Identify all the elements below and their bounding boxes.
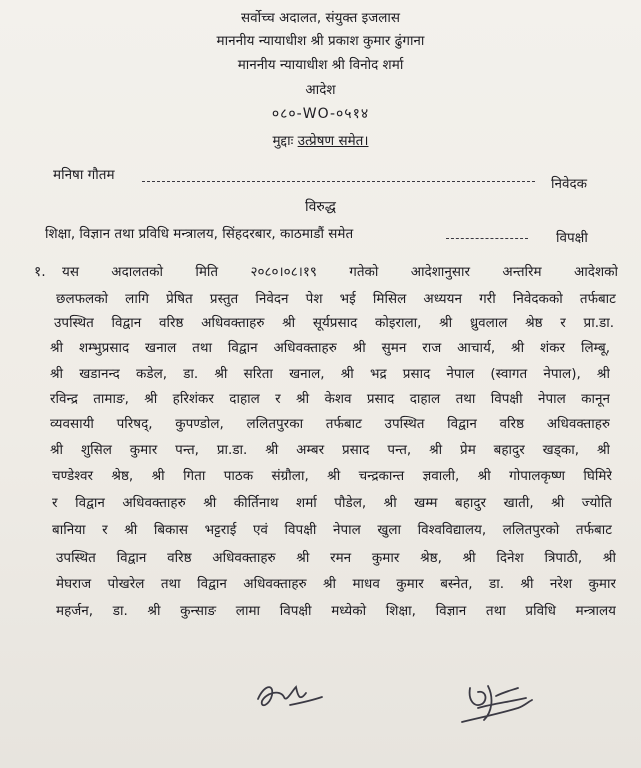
subject-label: मुद्दाः [272, 133, 294, 149]
paragraph-number: १. [34, 264, 46, 280]
body-line: व्यवसायी परिषद्, कुपण्डोल, ललितपुरका तर्फबाट उपस्थित विद्वान वरिष्ठ अधिवक्ताहरु [50, 416, 610, 432]
respondent-name: शिक्षा, विज्ञान तथा प्रविधि मन्त्रालय, सिंहदरबार, काठमाडौं समेत [45, 226, 354, 242]
judge-name-2: माननीय न्यायाधीश श्री विनोद शर्मा [237, 57, 404, 73]
body-line: बानिया र श्री बिकास भट्टराई एवं विपक्षी नेपाल खुला विश्वविद्यालय, ललितपुरको तर्फबाट [52, 522, 612, 538]
petitioner-role: निवेदक [551, 176, 588, 192]
petitioner-name: मनिषा गौतम [53, 167, 115, 183]
body-line: र विद्वान अधिवक्ताहरु श्री कीर्तिनाथ शर्मा पौडेल, श्री खम्म बहादुर खाती, श्री ज्योति [52, 495, 612, 511]
case-subject [0, 131, 641, 149]
petitioner-dashed-line [142, 181, 535, 182]
respondent-role: विपक्षी [556, 230, 588, 246]
court-name: सर्वोच्च अदालत, संयुक्त इजलास [240, 10, 401, 26]
subject-value: उत्प्रेषण समेत। [297, 133, 369, 149]
body-line: यस अदालतको मिति २०८०।०८।१९ गतेको आदेशानुसार अन्तरिम आदेशको [62, 264, 618, 280]
document-type: आदेश [305, 82, 336, 98]
body-line: महर्जन, डा. श्री कुन्साङ लामा विपक्षी मध्येको शिक्षा, विज्ञान तथा प्रविधि मन्त्रालय [56, 603, 616, 619]
body-line: रविन्द्र तामाङ, श्री हरिशंकर दाहाल र श्री केशव प्रसाद दाहाल तथा विपक्षी नेपाल कानून [50, 391, 610, 407]
body-line: छलफलको लागि प्रेषित प्रस्तुत निवेदन पेश भई मिसिल अध्ययन गरी निवेदकको तर्फबाट [56, 291, 616, 307]
body-line: श्री शुसिल कुमार पन्त, प्रा.डा. श्री अम्बर प्रसाद पन्त, श्री प्रेम बहादुर खड्का, श्री [50, 442, 610, 458]
case-number: ०८०-WO-०५१४ [271, 106, 370, 122]
body-line: उपस्थित विद्वान वरिष्ठ अधिवक्ताहरु श्री सूर्यप्रसाद कोइराला, श्री ध्रुवलाल श्रेष्ठ र प्रा.डा. [54, 315, 614, 331]
judge-signature-1 [250, 675, 330, 715]
body-line: चण्डेश्वर श्रेष्ठ, श्री गिता पाठक संग्रौला, श्री चन्द्रकान्त ज्ञवाली, श्री गोपालकृष्ण घिमिरे [52, 468, 612, 484]
respondent-dashed-line [446, 238, 528, 239]
judge-name-1: माननीय न्यायाधीश श्री प्रकाश कुमार ढुंगाना [216, 33, 425, 49]
versus-heading: विरुद्ध [305, 199, 336, 215]
body-line: श्री शम्भुप्रसाद खनाल तथा विद्वान अधिवक्ताहरु श्री सुमन राज आचार्य, श्री शंकर लिम्बू, [50, 340, 610, 356]
judge-signature-2 [448, 678, 540, 732]
body-line: उपस्थित विद्वान वरिष्ठ अधिवक्ताहरु श्री रमन कुमार श्रेष्ठ, श्री दिनेश त्रिपाठी, श्री [56, 550, 616, 566]
body-line: मेघराज पोखरेल तथा विद्वान अधिवक्ताहरु श्री माधव कुमार बस्नेत, डा. श्री नरेश कुमार [56, 576, 616, 592]
body-line: श्री खडानन्द कडेल, डा. श्री सरिता खनाल, श्री भद्र प्रसाद नेपाल (स्वागत नेपाल), श्री [50, 366, 610, 382]
